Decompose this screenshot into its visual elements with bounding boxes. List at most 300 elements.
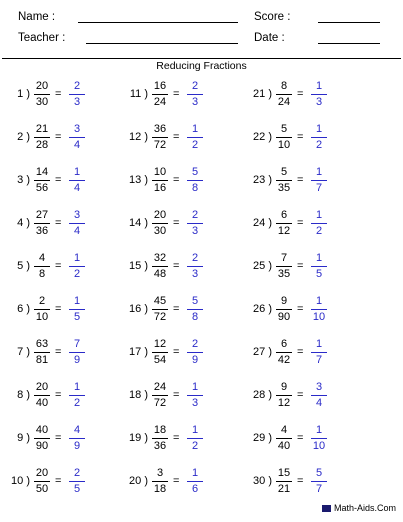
numerator: 9 <box>280 295 288 307</box>
numerator: 5 <box>280 123 288 135</box>
equals-sign: = <box>297 131 304 143</box>
answer-fraction <box>306 252 332 282</box>
answer-denominator: 9 <box>191 354 199 366</box>
fraction-bar <box>34 94 50 95</box>
answer-denominator: 7 <box>315 354 323 366</box>
problem-item <box>0 295 110 325</box>
fraction-bar <box>152 266 168 267</box>
equals-sign: = <box>173 260 180 272</box>
answer-numerator: 1 <box>315 123 323 135</box>
answer-numerator: 1 <box>73 166 81 178</box>
answer-fraction <box>306 338 332 368</box>
score-line[interactable] <box>318 22 380 23</box>
answer-fraction <box>64 166 90 196</box>
equals-sign: = <box>297 432 304 444</box>
answer-fraction <box>64 381 90 411</box>
numerator: 16 <box>153 80 167 92</box>
problem-item <box>242 467 352 497</box>
denominator: 28 <box>35 139 49 151</box>
numerator: 3 <box>156 467 164 479</box>
problem-item <box>118 467 228 497</box>
answer-numerator: 5 <box>315 467 323 479</box>
answer-numerator: 7 <box>73 338 81 350</box>
fraction-bar <box>311 352 327 353</box>
denominator: 36 <box>153 440 167 452</box>
fraction-bar <box>276 438 292 439</box>
question-fraction <box>147 381 173 411</box>
answer-numerator: 1 <box>191 381 199 393</box>
fraction-bar <box>152 94 168 95</box>
question-fraction <box>29 338 55 368</box>
denominator: 10 <box>277 139 291 151</box>
equals-sign: = <box>173 217 180 229</box>
name-label: Name : <box>18 11 56 23</box>
numerator: 8 <box>280 80 288 92</box>
problem-item <box>242 252 352 282</box>
problem-item <box>118 166 228 196</box>
answer-numerator: 2 <box>73 80 81 92</box>
denominator: 90 <box>277 311 291 323</box>
denominator: 18 <box>153 483 167 495</box>
problem-number: 27 ) <box>253 346 272 358</box>
equals-sign: = <box>55 88 62 100</box>
fraction-bar <box>34 266 50 267</box>
denominator: 12 <box>277 397 291 409</box>
equals-sign: = <box>173 88 180 100</box>
fraction-bar <box>34 180 50 181</box>
problem-item <box>118 80 228 110</box>
denominator: 56 <box>35 182 49 194</box>
question-fraction <box>271 295 297 325</box>
fraction-bar <box>276 352 292 353</box>
equals-sign: = <box>297 475 304 487</box>
fraction-bar <box>69 223 85 224</box>
problem-item <box>118 252 228 282</box>
fraction-bar <box>276 481 292 482</box>
equals-sign: = <box>297 174 304 186</box>
problem-number: 1 ) <box>17 88 30 100</box>
problem-number: 4 ) <box>17 217 30 229</box>
answer-fraction <box>182 424 208 454</box>
question-fraction <box>147 295 173 325</box>
answer-denominator: 9 <box>73 440 81 452</box>
fraction-bar <box>187 266 203 267</box>
equals-sign: = <box>173 389 180 401</box>
answer-denominator: 8 <box>191 182 199 194</box>
answer-denominator: 4 <box>315 397 323 409</box>
denominator: 40 <box>35 397 49 409</box>
fraction-bar <box>34 395 50 396</box>
answer-fraction <box>182 381 208 411</box>
question-fraction <box>29 166 55 196</box>
numerator: 32 <box>153 252 167 264</box>
question-fraction <box>29 295 55 325</box>
answer-numerator: 3 <box>73 209 81 221</box>
fraction-bar <box>152 309 168 310</box>
fraction-bar <box>187 352 203 353</box>
denominator: 72 <box>153 311 167 323</box>
denominator: 24 <box>277 96 291 108</box>
fraction-bar <box>34 309 50 310</box>
denominator: 40 <box>277 440 291 452</box>
problem-item <box>0 80 110 110</box>
answer-fraction <box>182 209 208 239</box>
problem-number: 11 ) <box>129 88 148 100</box>
question-fraction <box>147 166 173 196</box>
answer-denominator: 3 <box>191 268 199 280</box>
answer-denominator: 5 <box>315 268 323 280</box>
equals-sign: = <box>55 260 62 272</box>
problem-number: 6 ) <box>17 303 30 315</box>
numerator: 20 <box>35 381 49 393</box>
numerator: 5 <box>280 166 288 178</box>
date-label: Date : <box>254 32 285 44</box>
problem-item <box>242 295 352 325</box>
problem-item <box>0 166 110 196</box>
denominator: 16 <box>153 182 167 194</box>
answer-numerator: 1 <box>191 123 199 135</box>
answer-denominator: 8 <box>191 311 199 323</box>
fraction-bar <box>152 438 168 439</box>
problem-number: 2 ) <box>17 131 30 143</box>
answer-numerator: 1 <box>315 252 323 264</box>
denominator: 90 <box>35 440 49 452</box>
fraction-bar <box>276 395 292 396</box>
question-fraction <box>147 338 173 368</box>
answer-denominator: 3 <box>191 96 199 108</box>
equals-sign: = <box>55 432 62 444</box>
problem-number: 16 ) <box>129 303 148 315</box>
fraction-bar <box>34 352 50 353</box>
numerator: 7 <box>280 252 288 264</box>
denominator: 72 <box>153 397 167 409</box>
answer-numerator: 1 <box>315 166 323 178</box>
numerator: 4 <box>38 252 46 264</box>
question-fraction <box>271 209 297 239</box>
problem-number: 7 ) <box>17 346 30 358</box>
answer-fraction <box>306 467 332 497</box>
fraction-bar <box>276 223 292 224</box>
fraction-bar <box>276 180 292 181</box>
answer-fraction <box>306 166 332 196</box>
footer-brand <box>322 503 396 513</box>
fraction-bar <box>311 266 327 267</box>
problem-item <box>0 338 110 368</box>
problem-number: 13 ) <box>129 174 148 186</box>
answer-fraction <box>182 252 208 282</box>
fraction-bar <box>187 309 203 310</box>
equals-sign: = <box>173 303 180 315</box>
problem-number: 30 ) <box>253 475 272 487</box>
fraction-bar <box>152 223 168 224</box>
problem-number: 21 ) <box>253 88 272 100</box>
fraction-bar <box>187 395 203 396</box>
fraction-bar <box>69 94 85 95</box>
fraction-bar <box>187 481 203 482</box>
numerator: 10 <box>153 166 167 178</box>
numerator: 40 <box>35 424 49 436</box>
answer-fraction <box>182 166 208 196</box>
answer-numerator: 1 <box>191 467 199 479</box>
teacher-label: Teacher : <box>18 32 66 44</box>
fraction-bar <box>152 137 168 138</box>
denominator: 30 <box>35 96 49 108</box>
problem-item <box>242 424 352 454</box>
fraction-bar <box>187 137 203 138</box>
problem-item <box>0 123 110 153</box>
question-fraction <box>147 123 173 153</box>
answer-numerator: 1 <box>315 80 323 92</box>
fraction-bar <box>152 180 168 181</box>
equals-sign: = <box>173 131 180 143</box>
fraction-bar <box>187 180 203 181</box>
denominator: 48 <box>153 268 167 280</box>
denominator: 72 <box>153 139 167 151</box>
answer-numerator: 1 <box>315 295 323 307</box>
answer-denominator: 2 <box>73 397 81 409</box>
equals-sign: = <box>297 217 304 229</box>
problem-item <box>0 467 110 497</box>
denominator: 81 <box>35 354 49 366</box>
answer-fraction <box>182 80 208 110</box>
equals-sign: = <box>55 131 62 143</box>
answer-numerator: 1 <box>73 252 81 264</box>
fraction-bar <box>311 94 327 95</box>
numerator: 15 <box>277 467 291 479</box>
numerator: 20 <box>35 80 49 92</box>
fraction-bar <box>69 180 85 181</box>
numerator: 20 <box>35 467 49 479</box>
denominator: 35 <box>277 182 291 194</box>
answer-numerator: 5 <box>191 295 199 307</box>
denominator: 54 <box>153 354 167 366</box>
fraction-bar <box>34 223 50 224</box>
numerator: 20 <box>153 209 167 221</box>
answer-fraction <box>306 209 332 239</box>
numerator: 21 <box>35 123 49 135</box>
teacher-line[interactable] <box>86 43 238 44</box>
problem-number: 24 ) <box>253 217 272 229</box>
answer-denominator: 7 <box>315 182 323 194</box>
numerator: 18 <box>153 424 167 436</box>
denominator: 21 <box>277 483 291 495</box>
date-line[interactable] <box>318 43 380 44</box>
denominator: 12 <box>277 225 291 237</box>
worksheet-title: Reducing Fractions <box>156 60 247 72</box>
question-fraction <box>29 381 55 411</box>
question-fraction <box>271 123 297 153</box>
problem-item <box>0 381 110 411</box>
answer-numerator: 1 <box>315 424 323 436</box>
answer-numerator: 1 <box>315 338 323 350</box>
denominator: 8 <box>38 268 46 280</box>
problem-number: 23 ) <box>253 174 272 186</box>
equals-sign: = <box>173 432 180 444</box>
fraction-bar <box>69 309 85 310</box>
question-fraction <box>29 80 55 110</box>
equals-sign: = <box>297 389 304 401</box>
problem-item <box>242 381 352 411</box>
answer-denominator: 4 <box>73 182 81 194</box>
answer-denominator: 3 <box>191 397 199 409</box>
answer-denominator: 3 <box>73 96 81 108</box>
answer-fraction <box>182 295 208 325</box>
numerator: 14 <box>35 166 49 178</box>
problem-item <box>242 338 352 368</box>
answer-fraction <box>64 80 90 110</box>
question-fraction <box>147 209 173 239</box>
fraction-bar <box>311 309 327 310</box>
fraction-bar <box>311 395 327 396</box>
question-fraction <box>147 252 173 282</box>
answer-denominator: 10 <box>312 440 326 452</box>
denominator: 10 <box>35 311 49 323</box>
problem-number: 14 ) <box>129 217 148 229</box>
denominator: 35 <box>277 268 291 280</box>
fraction-bar <box>152 352 168 353</box>
numerator: 2 <box>38 295 46 307</box>
problem-number: 17 ) <box>129 346 148 358</box>
equals-sign: = <box>55 346 62 358</box>
answer-numerator: 2 <box>191 252 199 264</box>
problem-item <box>118 123 228 153</box>
equals-sign: = <box>55 303 62 315</box>
problem-item <box>242 166 352 196</box>
fraction-bar <box>311 223 327 224</box>
fraction-bar <box>276 266 292 267</box>
denominator: 50 <box>35 483 49 495</box>
fraction-bar <box>34 438 50 439</box>
denominator: 24 <box>153 96 167 108</box>
question-fraction <box>29 209 55 239</box>
fraction-bar <box>69 266 85 267</box>
answer-fraction <box>182 338 208 368</box>
problem-number: 25 ) <box>253 260 272 272</box>
answer-denominator: 2 <box>315 139 323 151</box>
problem-number: 15 ) <box>129 260 148 272</box>
equals-sign: = <box>297 260 304 272</box>
problem-item <box>242 80 352 110</box>
equals-sign: = <box>55 174 62 186</box>
fraction-bar <box>187 223 203 224</box>
problem-number: 9 ) <box>17 432 30 444</box>
answer-denominator: 2 <box>73 268 81 280</box>
problem-number: 29 ) <box>253 432 272 444</box>
equals-sign: = <box>55 217 62 229</box>
problem-number: 20 ) <box>129 475 148 487</box>
answer-fraction <box>64 295 90 325</box>
answer-denominator: 9 <box>73 354 81 366</box>
question-fraction <box>29 252 55 282</box>
question-fraction <box>271 381 297 411</box>
numerator: 9 <box>280 381 288 393</box>
question-fraction <box>271 252 297 282</box>
answer-fraction <box>306 123 332 153</box>
problem-item <box>0 424 110 454</box>
answer-numerator: 3 <box>73 123 81 135</box>
fraction-bar <box>34 137 50 138</box>
fraction-bar <box>187 438 203 439</box>
answer-denominator: 7 <box>315 483 323 495</box>
answer-numerator: 1 <box>315 209 323 221</box>
fraction-bar <box>311 438 327 439</box>
fraction-bar <box>69 481 85 482</box>
answer-fraction <box>306 80 332 110</box>
numerator: 63 <box>35 338 49 350</box>
problem-item <box>0 209 110 239</box>
answer-numerator: 2 <box>191 80 199 92</box>
numerator: 24 <box>153 381 167 393</box>
answer-numerator: 1 <box>73 295 81 307</box>
question-fraction <box>147 80 173 110</box>
problem-number: 3 ) <box>17 174 30 186</box>
question-fraction <box>147 424 173 454</box>
equals-sign: = <box>55 389 62 401</box>
fraction-bar <box>276 309 292 310</box>
score-label: Score : <box>254 11 291 23</box>
header-divider <box>2 58 401 59</box>
equals-sign: = <box>55 475 62 487</box>
equals-sign: = <box>173 475 180 487</box>
fraction-bar <box>276 94 292 95</box>
numerator: 6 <box>280 338 288 350</box>
numerator: 36 <box>153 123 167 135</box>
answer-fraction <box>64 338 90 368</box>
answer-fraction <box>64 467 90 497</box>
equals-sign: = <box>297 303 304 315</box>
answer-denominator: 2 <box>191 139 199 151</box>
answer-fraction <box>182 123 208 153</box>
name-line[interactable] <box>78 22 238 23</box>
problem-number: 12 ) <box>129 131 148 143</box>
numerator: 4 <box>280 424 288 436</box>
answer-denominator: 4 <box>73 139 81 151</box>
answer-denominator: 3 <box>191 225 199 237</box>
question-fraction <box>29 123 55 153</box>
problem-number: 28 ) <box>253 389 272 401</box>
problem-item <box>118 209 228 239</box>
brand-text: Math-Aids.Com <box>334 503 397 513</box>
problem-item <box>118 338 228 368</box>
fraction-bar <box>69 352 85 353</box>
answer-numerator: 4 <box>73 424 81 436</box>
problem-item <box>0 252 110 282</box>
fraction-bar <box>152 481 168 482</box>
fraction-bar <box>69 438 85 439</box>
problem-item <box>118 424 228 454</box>
problem-item <box>242 123 352 153</box>
problem-number: 10 ) <box>11 475 30 487</box>
equals-sign: = <box>297 88 304 100</box>
problem-number: 26 ) <box>253 303 272 315</box>
answer-denominator: 2 <box>191 440 199 452</box>
answer-numerator: 3 <box>315 381 323 393</box>
answer-fraction <box>182 467 208 497</box>
answer-denominator: 2 <box>315 225 323 237</box>
answer-numerator: 2 <box>73 467 81 479</box>
answer-denominator: 3 <box>315 96 323 108</box>
fraction-bar <box>311 481 327 482</box>
answer-denominator: 10 <box>312 311 326 323</box>
numerator: 45 <box>153 295 167 307</box>
question-fraction <box>29 424 55 454</box>
answer-fraction <box>306 381 332 411</box>
answer-fraction <box>64 424 90 454</box>
denominator: 30 <box>153 225 167 237</box>
question-fraction <box>271 424 297 454</box>
answer-denominator: 5 <box>73 311 81 323</box>
fraction-bar <box>69 137 85 138</box>
